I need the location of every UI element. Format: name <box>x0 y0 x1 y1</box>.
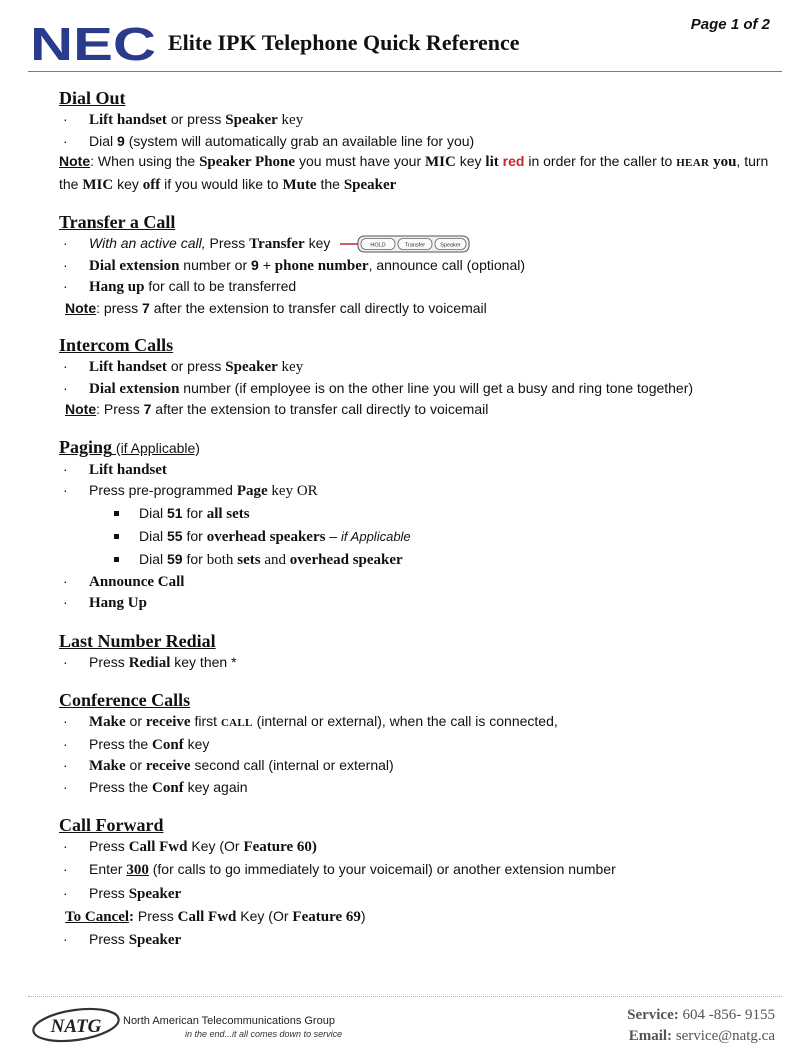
document-title: Elite IPK Telephone Quick Reference <box>168 30 520 55</box>
section-title: Call Forward <box>59 815 164 835</box>
list-item: · With an active call, Press Transfer key HOLD Transfer Speaker <box>59 233 779 255</box>
section-intercom <box>59 334 779 420</box>
transfer-key-label: Transfer <box>405 242 426 249</box>
section-transfer <box>59 211 779 318</box>
service-phone: 604 -856- 9155 <box>682 1007 775 1023</box>
list-item: · Press the Conf key <box>59 734 779 756</box>
email-line <box>627 1026 775 1047</box>
list-item: · Make or receive first CALL (internal or external), when the call is connected, <box>59 711 779 734</box>
section-title: Paging (if Applicable) <box>59 436 200 457</box>
footer-tagline: in the end...it all comes down to service <box>185 1029 343 1039</box>
footer-company: North American Telecommunications Group <box>123 1015 335 1027</box>
list-item: · Press pre-programmed Page key OR <box>59 480 779 502</box>
list-item: · Announce Call <box>59 571 779 593</box>
list-item: · Lift handset or press Speaker key <box>59 109 779 131</box>
email-label: Email: <box>628 1028 673 1044</box>
list-item: · Make or receive second call (internal or external) <box>59 755 779 777</box>
list-item: · Dial extension number or 9 + phone number, announce call (optional) <box>59 255 779 277</box>
list-item: · Dial 9 (system will automatically grab an available line for you) <box>59 131 779 152</box>
footer-contact <box>627 1005 775 1047</box>
section-title: Dial Out <box>59 88 126 108</box>
email-address[interactable]: service@natg.ca <box>675 1028 775 1044</box>
note: Note: When using the Speaker Phone you must have your MIC key lit red in order for the caller to HEAR you, turn the MIC key off if you would like to Mute the Speaker <box>59 153 769 193</box>
list-item: · Lift handset <box>59 459 779 481</box>
list-item: · Dial extension number (if employee is on the other line you will get a busy and ring tone together) <box>59 378 779 400</box>
note: To Cancel: Press Call Fwd Key (Or Feature 69) <box>65 907 366 925</box>
note: Note: press 7 after the extension to transfer call directly to voicemail <box>65 299 487 316</box>
sub-list-item: Dial 59 for both sets and overhead speaker <box>59 548 779 571</box>
phone-keys-image <box>340 235 470 253</box>
natg-logo <box>30 1004 122 1044</box>
page-number: Page 1 of 2 <box>690 16 770 33</box>
list-item: · Press Call Fwd Key (Or Feature 60) <box>59 836 779 858</box>
section-title: Intercom Calls <box>59 335 174 355</box>
content <box>59 87 779 968</box>
section-paging <box>59 436 779 614</box>
section-title: Conference Calls <box>59 690 191 710</box>
service-label: Service: <box>627 1007 679 1023</box>
sub-list-item: Dial 55 for overhead speakers – if Applicable <box>59 525 779 548</box>
section-conference <box>59 689 779 798</box>
note: Note: Press 7 after the extension to transfer call directly to voicemail <box>65 401 489 417</box>
list-item: · Lift handset or press Speaker key <box>59 356 779 378</box>
list-item: · Press Speaker <box>59 928 779 952</box>
nec-logo <box>30 22 158 66</box>
section-subtitle: (if Applicable) <box>112 439 200 456</box>
speaker-key-label: Speaker <box>440 242 462 249</box>
list-item: · Press Redial key then * <box>59 652 779 674</box>
natg-logo-text: NATG <box>50 1016 102 1037</box>
nec-logo-text: NEC <box>30 22 156 66</box>
header-divider <box>28 71 782 72</box>
footer-divider <box>28 996 782 997</box>
section-title: Transfer a Call <box>59 212 176 232</box>
section-title: Last Number Redial <box>59 630 216 651</box>
section-redial <box>59 630 779 674</box>
hold-key-label: HOLD <box>370 242 386 249</box>
list-item: · Press the Conf key again <box>59 777 779 799</box>
list-item: · Hang Up <box>59 592 779 614</box>
sub-list-item: Dial 51 for all sets <box>59 502 779 525</box>
list-item: · Hang up for call to be transferred <box>59 276 779 298</box>
list-item: · Press Speaker <box>59 882 779 906</box>
service-line <box>627 1005 775 1026</box>
list-item: · Enter 300 (for calls to go immediately to your voicemail) or another extension number <box>59 858 779 882</box>
section-call-forward <box>59 814 779 952</box>
section-dial-out <box>59 87 779 195</box>
